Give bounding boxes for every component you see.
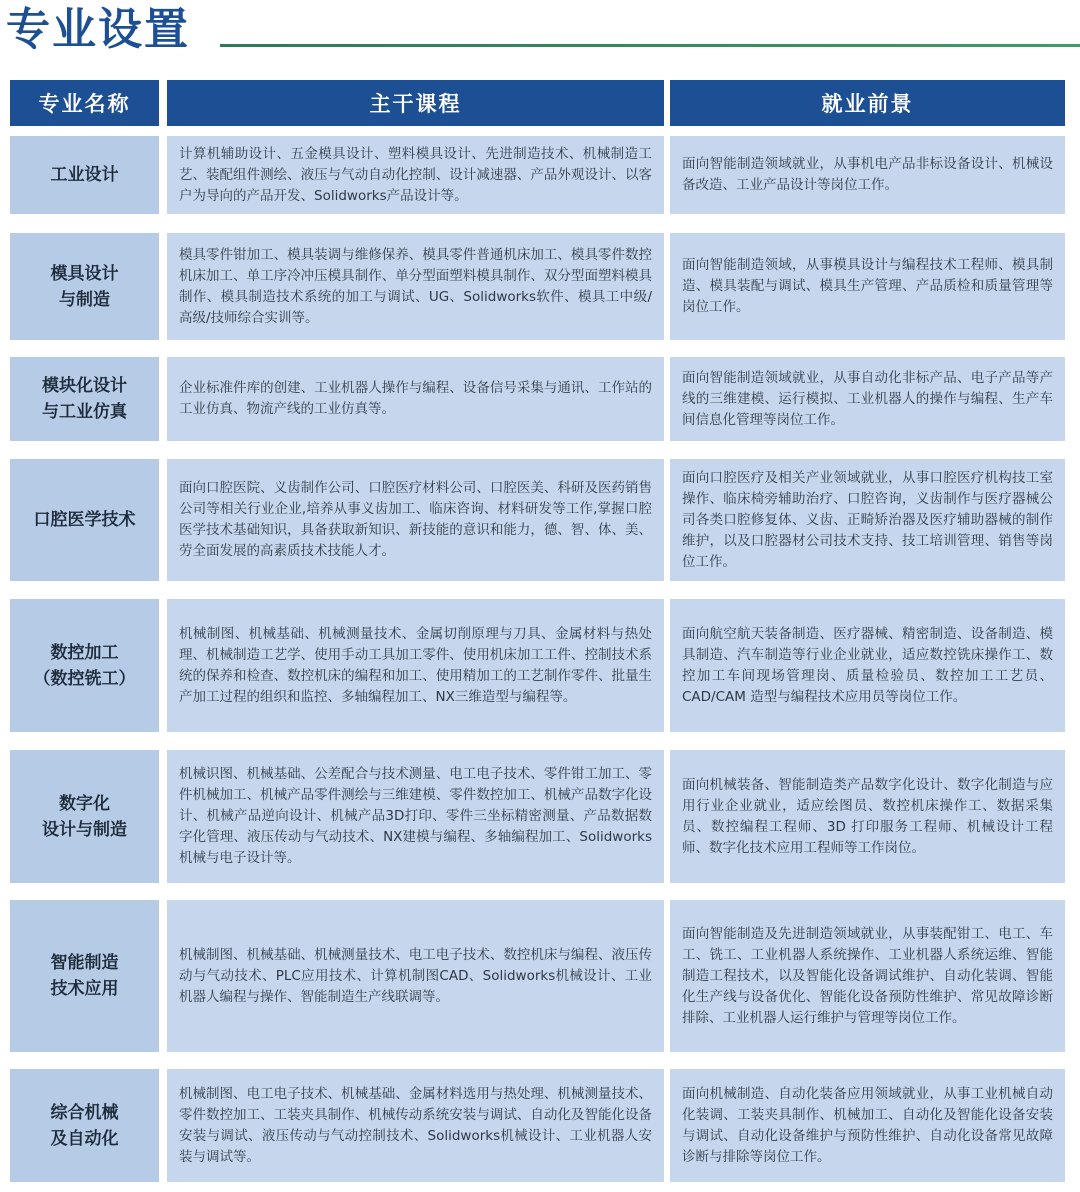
major-name: 工业设计 — [50, 165, 119, 185]
prospects-cell — [670, 900, 1065, 1052]
prospects-text: 面向智能制造领域就业，从事自动化非标产品、电子产品等产线的三维建模、运行模拟、工业机器人的操作与编程、生产车间信息化管理等岗位工作。 — [682, 369, 1053, 428]
header-major-name: 专业名称 — [10, 80, 159, 126]
courses-text: 面向口腔医院、义齿制作公司、口腔医疗材料公司、口腔医美、科研及医药销售公司等相关行业企业,培养从事义齿加工、临床咨询、材料研发等工作,掌握口腔医学技术基础知识，具备获取新知识、新技能的意识和能力，德、智、体、美、劳全面发展的高素质技术技能人才。 — [179, 480, 652, 559]
prospects-cell — [670, 750, 1065, 883]
courses-cell — [167, 900, 664, 1052]
courses-text: 计算机辅助设计、五金模具设计、塑料模具设计、先进制造技术、机械制造工艺、装配组件测绘、液压与气动自动化控制、设计减速器、产品外观设计、以客户为导向的产品开发、Solidworks产品设计等。 — [179, 145, 652, 204]
table-row — [0, 233, 1080, 340]
table-row — [0, 459, 1080, 581]
table-header — [0, 80, 1080, 126]
table-row — [0, 357, 1080, 441]
major-name: 模具设计 与制造 — [50, 263, 119, 310]
courses-text: 机械识图、机械基础、公差配合与技术测量、电工电子技术、零件钳工加工、零件机械加工、机械产品零件测绘与三维建模、零件数控加工、机械产品数字化设计、机械产品逆向设计、机械产品3D打印、零件三坐标精密测量、产品数据数字化管理、液压传动与气动技术、NX建模与编程、多轴编程加工、Solidworks机械与电子设计等。 — [179, 766, 652, 866]
major-name: 智能制造 技术应用 — [50, 953, 119, 999]
major-name: 模块化设计 与工业仿真 — [42, 376, 127, 422]
major-name: 数字化 设计与制造 — [42, 793, 127, 840]
courses-cell — [167, 599, 664, 732]
prospects-text: 面向智能制造领域，从事模具设计与编程技术工程师、模具制造、模具装配与调试、模具生产管理、产品质检和质量管理等岗位工作。 — [682, 257, 1053, 315]
courses-cell — [167, 1069, 664, 1182]
courses-text: 企业标准件库的创建、工业机器人操作与编程、设备信号采集与通讯、工作站的工业仿真、物流产线的工业仿真等。 — [179, 380, 652, 417]
major-name-cell — [10, 900, 159, 1052]
courses-cell — [167, 357, 664, 441]
prospects-cell — [670, 459, 1065, 581]
major-name-cell — [10, 459, 159, 581]
major-name-cell — [10, 136, 159, 214]
prospects-cell — [670, 1069, 1065, 1182]
major-name: 综合机械 及自动化 — [50, 1102, 119, 1149]
courses-cell — [167, 459, 664, 581]
table-row — [0, 136, 1080, 214]
courses-cell — [167, 136, 664, 214]
major-name: 口腔医学技术 — [33, 510, 136, 530]
table-row — [0, 599, 1080, 732]
courses-text: 机械制图、机械基础、机械测量技术、金属切削原理与刀具、金属材料与热处理、机械制造工艺学、使用手动工具加工零件、使用机床加工工件、控制技术系统的保养和检查、数控机床的编程和加工、使用精加工的工艺制作零件、批量生产加工过程的组织和监控、多轴编程加工、NX三维造型与编程等。 — [179, 625, 652, 705]
prospects-cell — [670, 357, 1065, 441]
prospects-text: 面向智能制造及先进制造领域就业，从事装配钳工、电工、车工、铣工、工业机器人系统操作、工业机器人系统运维、智能制造工程技术，以及智能化设备调试维护、自动化装调、智能化生产线与设备优化、智能化设备预防性维护、常见故障诊断排除、工业机器人运行维护与管理等岗位工作。 — [682, 925, 1053, 1026]
major-name-cell — [10, 750, 159, 883]
courses-text: 模具零件钳加工、模具装调与维修保养、模具零件普通机床加工、模具零件数控机床加工、单工序冷冲压模具制作、单分型面塑料模具制作、双分型面塑料模具制作、模具制造技术系统的加工与调试、UG、Solidworks软件、模具工中级/高级/技师综合实训等。 — [179, 246, 652, 326]
major-name-cell — [10, 1069, 159, 1182]
table-row — [0, 1069, 1080, 1182]
major-name-cell — [10, 233, 159, 340]
prospects-text: 面向机械制造、自动化装备应用领域就业，从事工业机械自动化装调、工装夹具制作、机械加工、自动化及智能化设备安装与调试、自动化设备维护与预防性维护、自动化设备常见故障诊断与排除等岗位工作。 — [682, 1085, 1053, 1165]
table-row — [0, 750, 1080, 883]
major-name: 数控加工 （数控铣工） — [33, 642, 136, 689]
prospects-cell — [670, 233, 1065, 340]
prospects-cell — [670, 136, 1065, 214]
table-row — [0, 900, 1080, 1052]
courses-cell — [167, 750, 664, 883]
page-title: 专业设置 — [6, 4, 190, 55]
title-divider-line — [220, 44, 1080, 47]
prospects-text: 面向机械装备、智能制造类产品数字化设计、数字化制造与应用行业企业就业，适应绘图员、数控机床操作工、数据采集员、数控编程工程师、3D 打印服务工程师、机械设计工程师、数字化技术应用工程师等工作岗位。 — [682, 776, 1053, 856]
header-career-prospects: 就业前景 — [670, 80, 1065, 126]
header-main-courses: 主干课程 — [167, 80, 664, 126]
prospects-text: 面向智能制造领域就业，从事机电产品非标设备设计、机械设备改造、工业产品设计等岗位工作。 — [682, 156, 1053, 193]
major-name-cell — [10, 599, 159, 732]
prospects-text: 面向航空航天装备制造、医疗器械、精密制造、设备制造、模具制造、汽车制造等行业企业就业，适应数控铣床操作工、数控加工车间现场管理岗、质量检验员、数控加工工艺员、CAD/CAM 造型与编程技术应用员等岗位工作。 — [682, 625, 1053, 705]
prospects-text: 面向口腔医疗及相关产业领域就业，从事口腔医疗机构技工室操作、临床椅旁辅助治疗、口腔咨询，义齿制作与医疗器械公司各类口腔修复体、义齿、正畸矫治器及医疗辅助器械的制作维护，以及口腔器材公司技术支持、技工培训管理、销售等岗位工作。 — [682, 469, 1053, 570]
major-name-cell — [10, 357, 159, 441]
prospects-cell — [670, 599, 1065, 732]
courses-text: 机械制图、电工电子技术、机械基础、金属材料选用与热处理、机械测量技术、零件数控加工、工装夹具制作、机械传动系统安装与调试、自动化及智能化设备安装与调试、液压传动与气动控制技术、Solidworks机械设计、工业机器人安装与调试等。 — [179, 1085, 652, 1165]
courses-cell — [167, 233, 664, 340]
courses-text: 机械制图、机械基础、机械测量技术、电工电子技术、数控机床与编程、液压传动与气动技术、PLC应用技术、计算机制图CAD、Solidworks机械设计、工业机器人编程与操作、智能制造生产线联调等。 — [179, 946, 652, 1005]
